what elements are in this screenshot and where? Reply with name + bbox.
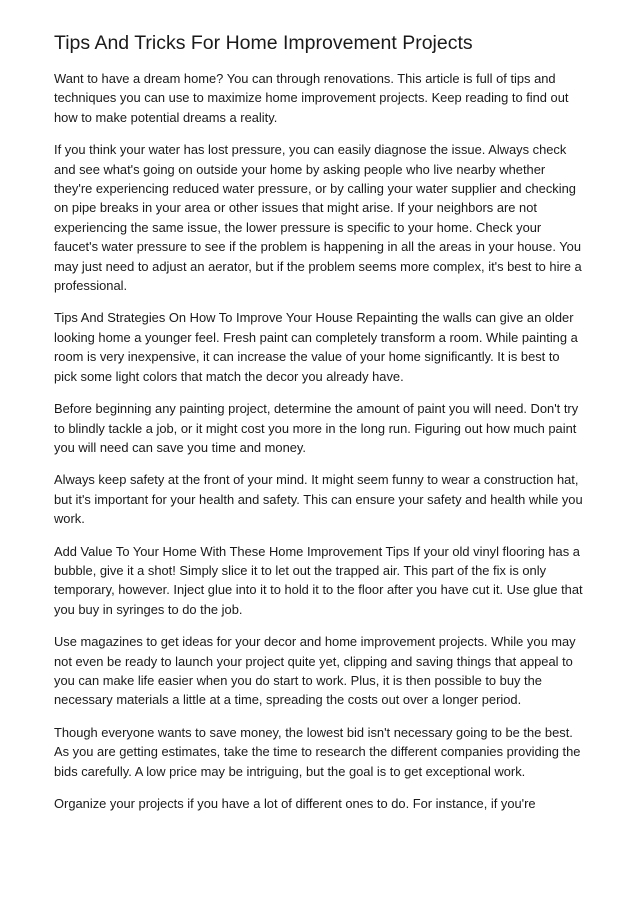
paragraph-safety: Always keep safety at the front of your mind. It might seem funny to wear a construction hat, but it's important for your health and safety. This can ensure your safety and health while you work. xyxy=(54,472,583,527)
paragraph-repainting: Tips And Strategies On How To Improve Your House Repainting the walls can give an older looking home a younger feel. Fresh paint can completely transform a room. While painting a room is very inexpensive, it can increase the value of your home significantly. It is best to pick some light colors that match the decor you already have. xyxy=(54,310,578,384)
paragraph-magazines: Use magazines to get ideas for your decor and home improvement projects. While you may not even be ready to launch your project quite yet, clipping and saving things that appeal to you can make life easier when you do start to work. Plus, it is then possible to buy the necessary materials a little at a time, spreading the costs out over a longer period. xyxy=(54,634,576,708)
document-title: Tips And Tricks For Home Improvement Projects xyxy=(54,32,473,54)
document-body xyxy=(54,69,586,826)
paragraph-intro: Want to have a dream home? You can through renovations. This article is full of tips and techniques you can use to maximize home improvement projects. Keep reading to find out how to make potential dreams a reality. xyxy=(54,71,569,125)
paragraph-paint-amount: Before beginning any painting project, determine the amount of paint you will need. Don't try to blindly tackle a job, or it might cost you more in the long run. Figuring out how much paint you will need can save you time and money. xyxy=(54,401,579,455)
paragraph-organize: Organize your projects if you have a lot of different ones to do. For instance, if you're xyxy=(54,796,536,811)
paragraph-water-pressure: If you think your water has lost pressure, you can easily diagnose the issue. Always check and see what's going on outside your home by asking people who live nearby whether they're experiencing reduced water pressure, or by calling your water supplier and checking on pipe breaks in your area or other issues that might arise. If your neighbors are not experiencing the same issue, the lower pressure is specific to your home. Check your faucet's water pressure to see if the problem is happening in all the areas in your house. You may just need to adjust an aerator, but if the problem seems more complex, it's best to hire a professional. xyxy=(54,142,582,294)
paragraph-estimates: Though everyone wants to save money, the lowest bid isn't necessary going to be the best. As you are getting estimates, take the time to research the different companies providing the bids carefully. A low price may be intriguing, but the goal is to get exceptional work. xyxy=(54,724,581,779)
paragraph-vinyl-flooring: Add Value To Your Home With These Home Improvement Tips If your old vinyl flooring has a bubble, give it a shot! Simply slice it to let out the trapped air. This part of the fix is only temporary, however. Inject glue into it to hold it to the floor after you have cut it. Use glue that you buy in syringes to do the job. xyxy=(54,543,583,617)
